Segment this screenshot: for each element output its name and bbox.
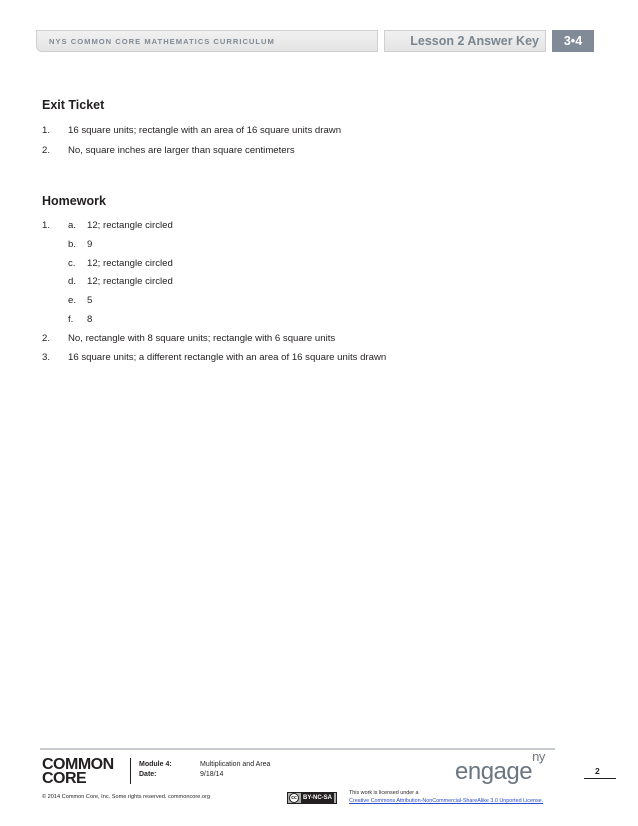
module-value: Multiplication and Area bbox=[200, 761, 271, 768]
item-number: 1. bbox=[42, 125, 51, 136]
exit-ticket-heading: Exit Ticket bbox=[42, 98, 105, 112]
exit-ticket-item bbox=[0, 145, 560, 159]
brand-superscript: ny bbox=[532, 749, 545, 764]
engageny-logo bbox=[455, 749, 545, 786]
exit-ticket-item bbox=[0, 125, 560, 139]
license-link[interactable]: Creative Commons Attribution-NonCommercial-ShareAlike 3.0 Unported License. bbox=[349, 798, 544, 804]
page-number-rule bbox=[584, 778, 616, 779]
logo-line-2: CORE bbox=[42, 770, 87, 787]
cc-badge-label: BY-NC-SA bbox=[303, 795, 333, 801]
grade-module-badge: 3•4 bbox=[552, 30, 594, 52]
page-number: 2 bbox=[595, 766, 600, 776]
copyright-notice: © 2014 Common Core, Inc. Some rights reserved. commoncore.org bbox=[42, 794, 210, 800]
item-text: No, square inches are larger than square centimeters bbox=[68, 145, 295, 156]
homework-subitem bbox=[0, 295, 560, 309]
logo-line-1: COMMON bbox=[42, 756, 114, 773]
homework-item bbox=[0, 220, 560, 234]
part-letter: a. bbox=[68, 220, 77, 231]
common-core-logo bbox=[42, 758, 114, 786]
item-number: 2. bbox=[42, 333, 51, 344]
homework-item bbox=[0, 333, 560, 347]
cc-icon: cc bbox=[289, 793, 299, 803]
part-text: 12; rectangle circled bbox=[87, 220, 173, 231]
item-number: 3. bbox=[42, 352, 51, 363]
item-text: No, rectangle with 8 square units; rectangle with 6 square units bbox=[68, 333, 336, 344]
homework-subitem bbox=[0, 314, 560, 328]
lesson-title: Lesson 2 Answer Key bbox=[384, 30, 546, 52]
date-label: Date: bbox=[139, 771, 157, 778]
part-letter: b. bbox=[68, 239, 77, 250]
footer-divider bbox=[40, 748, 555, 750]
creative-commons-badge[interactable] bbox=[287, 792, 337, 804]
homework-subitem bbox=[0, 258, 560, 272]
part-text: 8 bbox=[87, 314, 93, 325]
part-text: 9 bbox=[87, 239, 93, 250]
part-letter: c. bbox=[68, 258, 76, 269]
date-value: 9/18/14 bbox=[200, 771, 224, 778]
part-letter: d. bbox=[68, 276, 77, 287]
part-letter: f. bbox=[68, 314, 74, 325]
license-intro: This work is licensed under a bbox=[349, 790, 419, 796]
brand-text: engage bbox=[455, 758, 533, 785]
curriculum-title: NYS COMMON CORE MATHEMATICS CURRICULUM bbox=[49, 37, 275, 46]
item-text: 16 square units; a different rectangle with an area of 16 square units drawn bbox=[68, 352, 387, 363]
module-label: Module 4: bbox=[139, 761, 172, 768]
curriculum-banner bbox=[36, 30, 378, 52]
homework-heading: Homework bbox=[42, 194, 106, 208]
footer-vertical-divider bbox=[130, 758, 131, 784]
part-letter: e. bbox=[68, 295, 77, 306]
part-text: 12; rectangle circled bbox=[87, 258, 173, 269]
item-number: 1. bbox=[42, 220, 51, 231]
item-text: 16 square units; rectangle with an area of 16 square units drawn bbox=[68, 125, 342, 136]
part-text: 5 bbox=[87, 295, 93, 306]
homework-item bbox=[0, 352, 560, 366]
homework-subitem bbox=[0, 276, 560, 290]
item-number: 2. bbox=[42, 145, 51, 156]
homework-subitem bbox=[0, 239, 560, 253]
part-text: 12; rectangle circled bbox=[87, 276, 173, 287]
page-header bbox=[36, 30, 583, 52]
